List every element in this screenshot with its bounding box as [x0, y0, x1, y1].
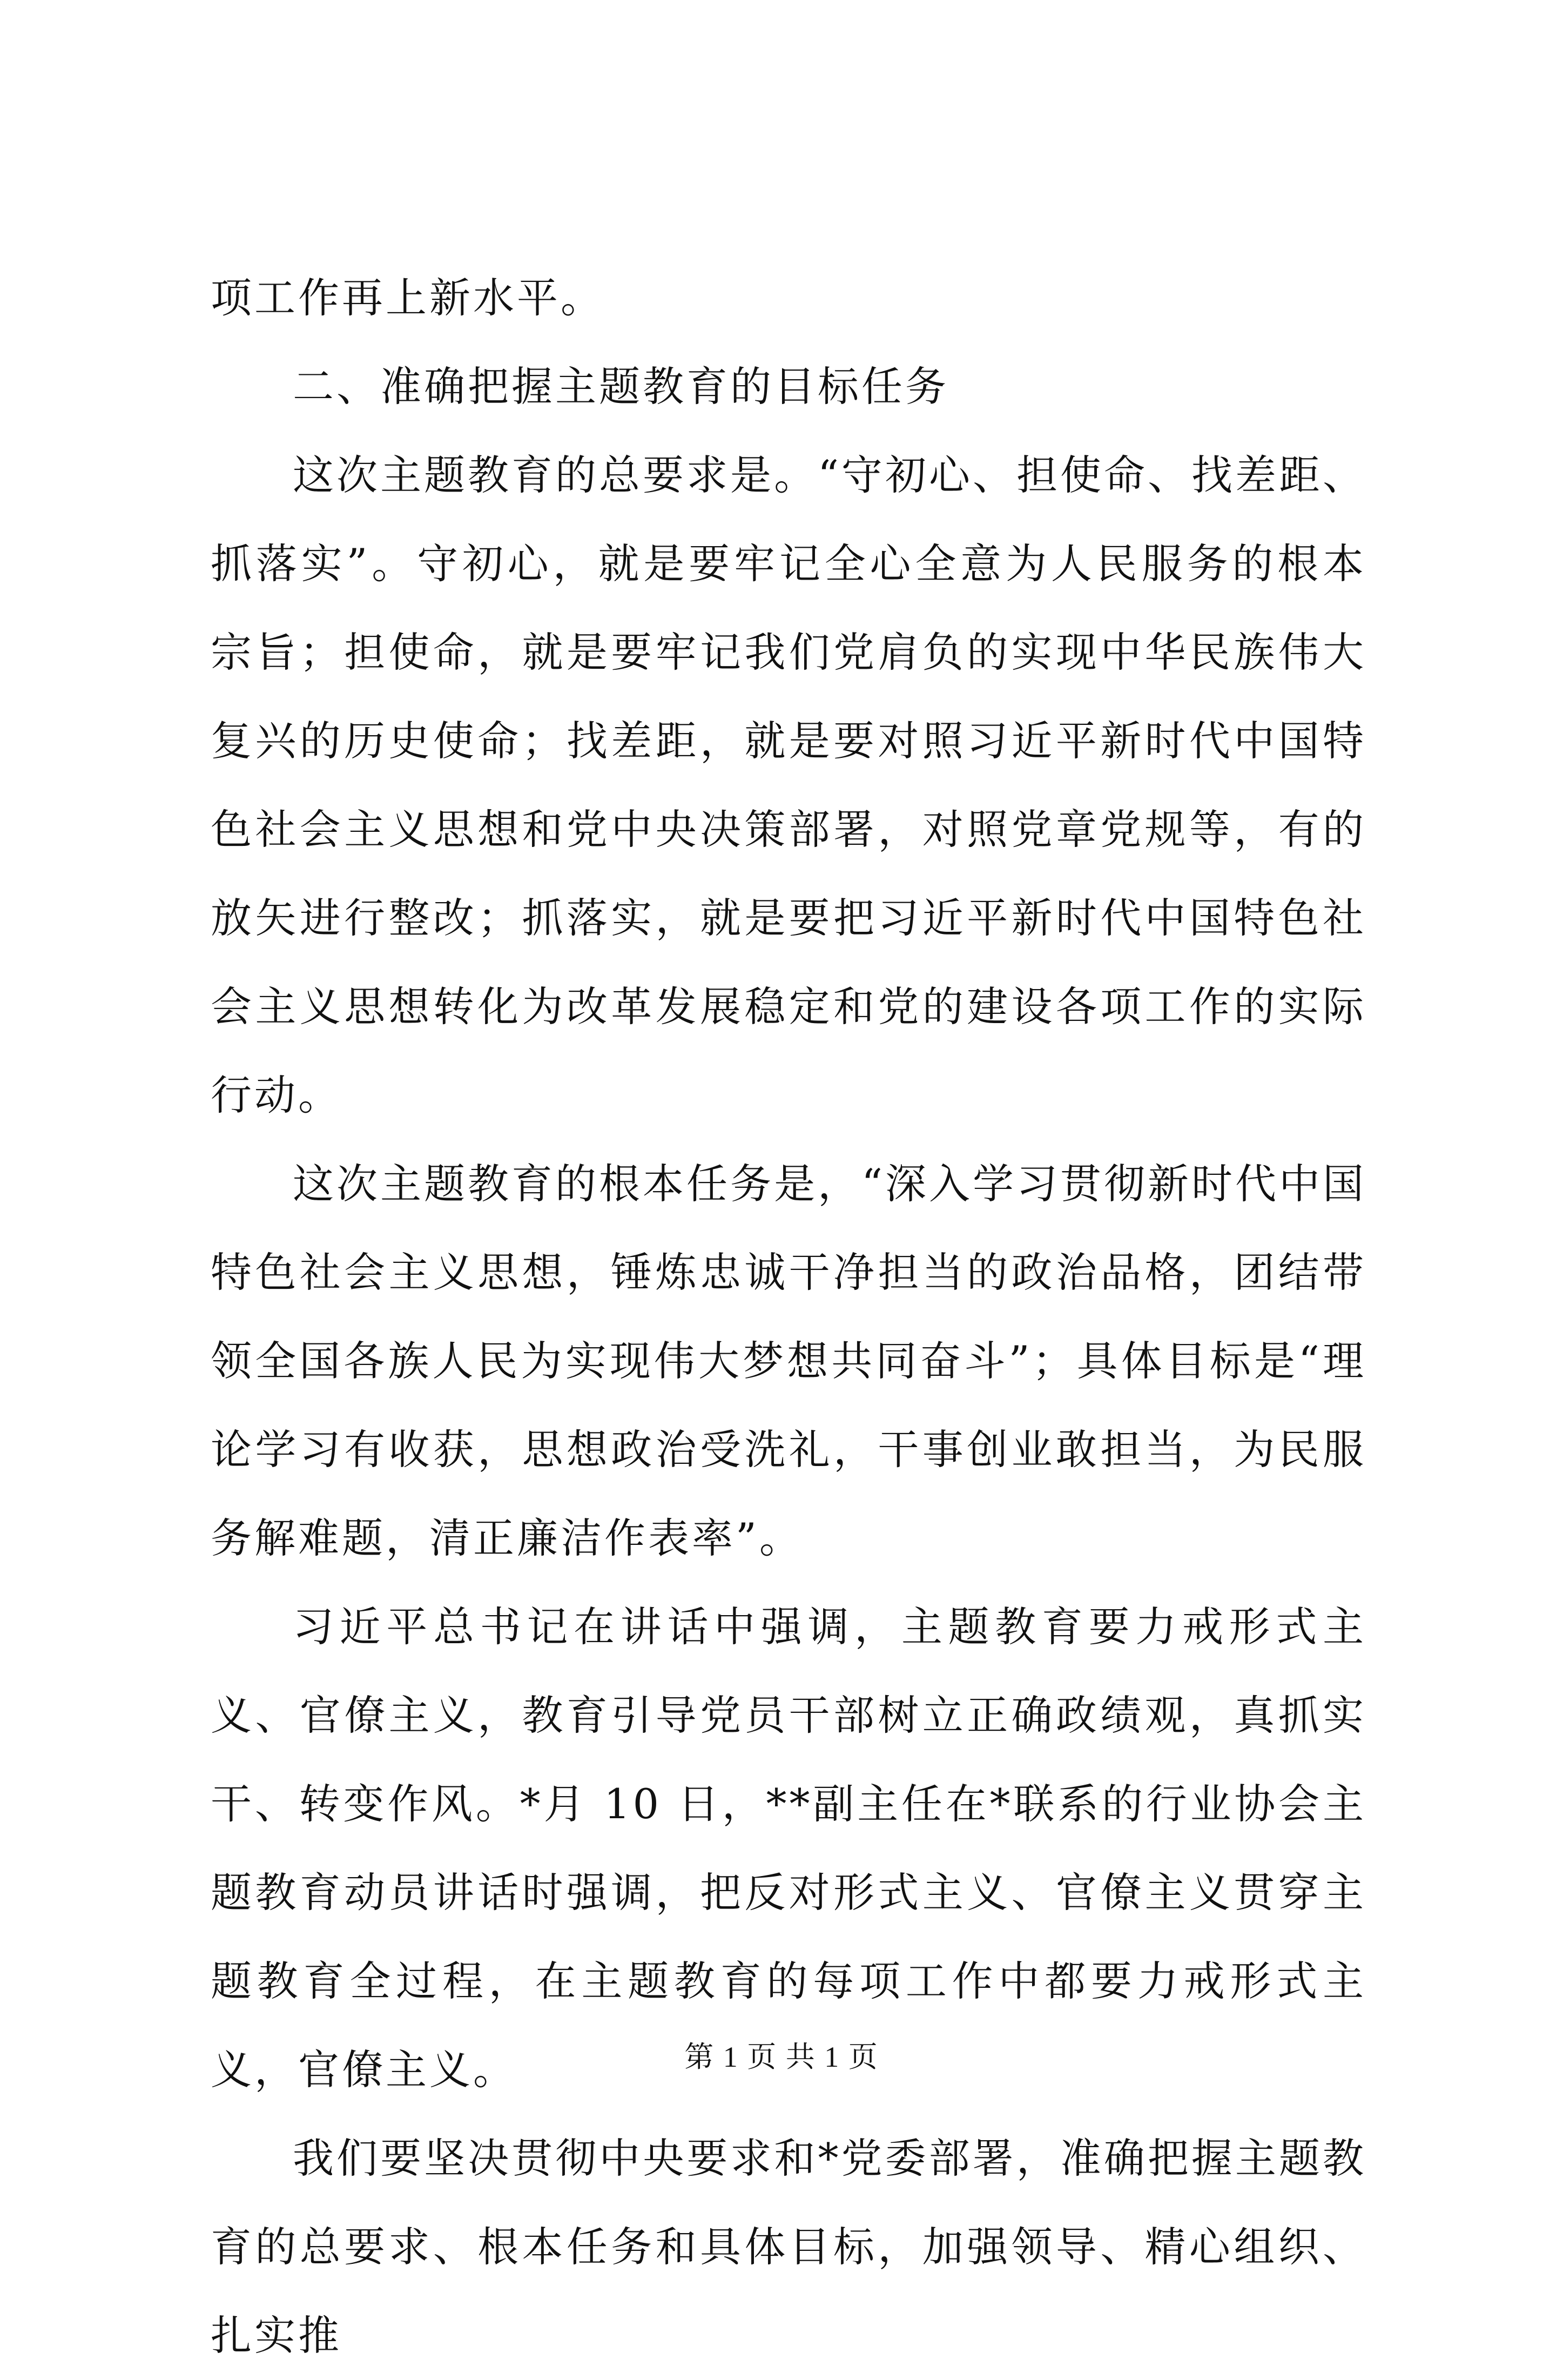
page-number-footer: 第 1 页 共 1 页 — [684, 2041, 879, 2073]
paragraph-speech-emphasis: 习近平总书记在讲话中强调，主题教育要力戒形式主义、官僚主义，教育引导党员干部树立正确政绩观，真抓实干、转变作风。*月 10 日，**副主任在*联系的行业协会主题教育动员讲话时强调，把反对形式主义、官僚主义贯穿主题教育全过程，在主题教育的每项工作中都要力戒形式主义，官僚主义。 — [211, 1603, 1366, 2094]
paragraph-fundamental-task: 这次主题教育的根本任务是，“深入学习贯彻新时代中国特色社会主义思想，锤炼忠诚干净担当的政治品格，团结带领全国各族人民为实现伟大梦想共同奋斗”；具体目标是“理论学习有收获，思想政治受洗礼，干事创业敢担当，为民服务解难题，清正廉洁作表率”。 — [211, 1160, 1366, 1562]
section-heading: 二、准确把握主题教育的目标任务 — [293, 362, 949, 411]
paragraph-continuation: 项工作再上新水平。 — [211, 274, 604, 322]
paragraph-general-requirements: 这次主题教育的总要求是。“守初心、担使命、找差距、抓落实”。守初心，就是要牢记全心全意为人民服务的根本宗旨；担使命，就是要牢记我们党肩负的实现中华民族伟大复兴的历史使命；找差距，就是要对照习近平新时代中国特色社会主义思想和党中央决策部署，对照党章党规等，有的放矢进行整改；抓落实，就是要把习近平新时代中国特色社会主义思想转化为改革发展稳定和党的建设各项工作的实际行动。 — [211, 451, 1366, 1119]
paragraph-implementation: 我们要坚决贯彻中央要求和*党委部署，准确把握主题教育的总要求、根本任务和具体目标，加强领导、精心组织、扎实推 — [211, 2134, 1366, 2359]
